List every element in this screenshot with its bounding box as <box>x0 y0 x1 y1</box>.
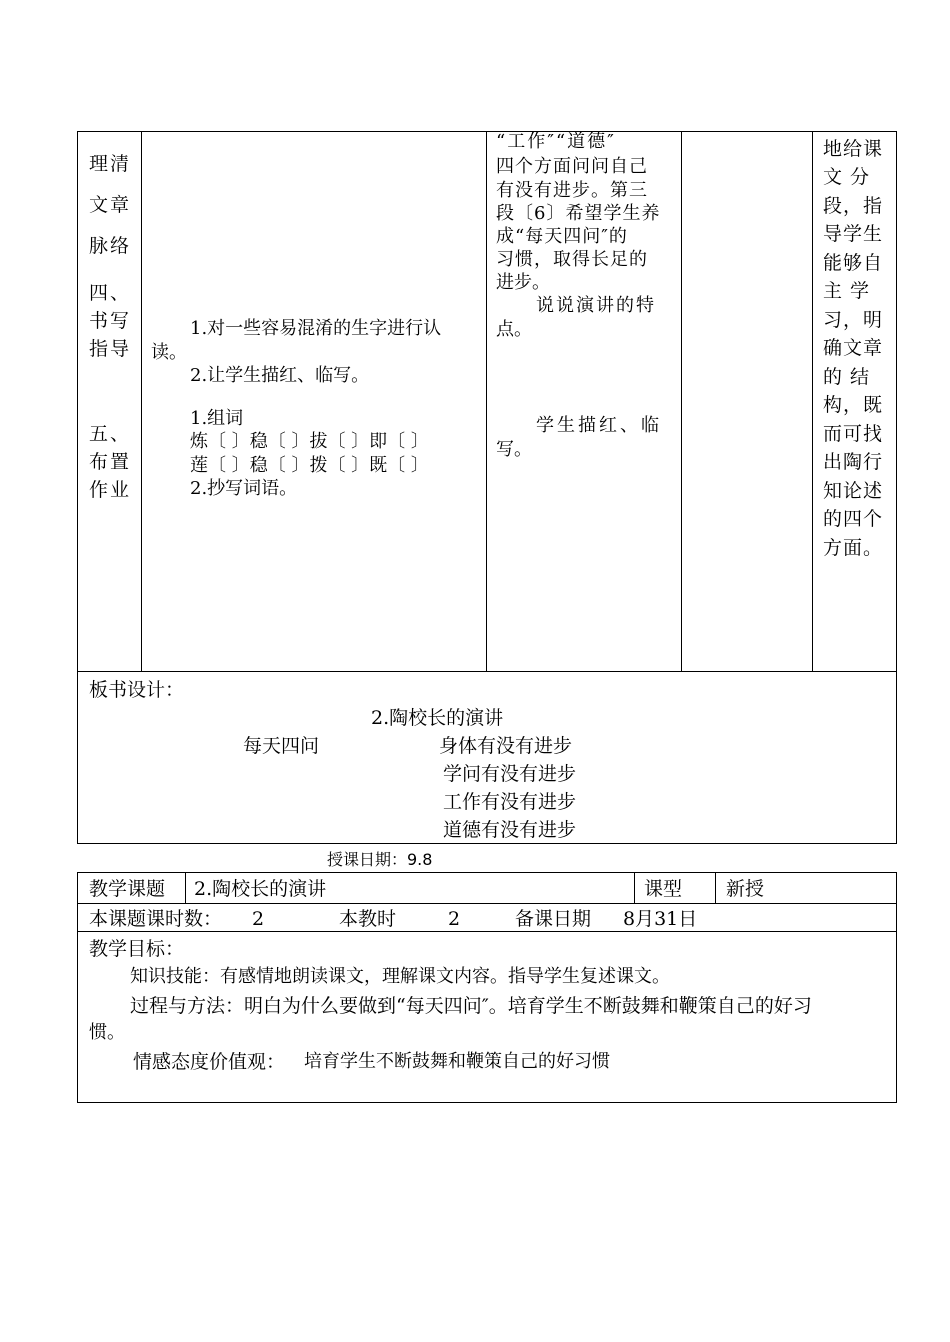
prep-date-label: 备课日期 <box>515 908 592 930</box>
board-item: 道德有没有进步 <box>443 819 577 841</box>
board-item: 身体有没有进步 <box>439 735 573 757</box>
student-activity-line: “工作″“道德″ <box>496 131 616 152</box>
section-label-writing-guide: 四、书写指导 <box>89 282 132 360</box>
total-hours-label: 本课题课时数： <box>89 908 223 930</box>
trace-task: 学生描红、临 <box>536 415 662 436</box>
goal-knowledge: 知识技能：有感情地朗读课文，理解课文内容。指导学生复述课文。 <box>130 966 670 987</box>
goals-label: 教学目标： <box>89 938 185 960</box>
lesson-type-label: 课型 <box>644 878 683 900</box>
speech-feature-task: 说说演讲的特 <box>536 295 656 316</box>
page: 理清文章脉络 四、书写指导 五、布置作业 1.对一些容易混淆的生字进行认 读。 2.让学生描红、临写。 1.组词 炼〔 〕稳〔 〕拔〔 〕即〔 〕 莲〔 〕稳〔 〕拨〔 〕既〔 〕 2.抄写词语。 “工作″“道德″ 四个方面问问自己 有没有进步。第三 段〔6〕希望学生养 成“每天四问″的 习惯，取得长足的 进步。 说说演讲的特 点。 学生描红、临 写。 地给课 文 分 段，指 导学生 能够自 主 学 习，明 确文章 的 结 构，既 而可找 出陶行 知论述 的四个 方面。 板书设计： 2.陶校长的演讲 每天四问 身体有没有进步 学问有没有进步 工作有没有进步 道德有没有进步 授课日期：9.8 教学课题 2.陶校长的演讲 课型 新授 本课题课时数： 2 本教时 2 备课日期 8月31日 教学目标： 知识技能：有感情地朗读课文，理解课文内容。指导学生复述课文。 过程与方法：明白为什么要做到“每天四问″。培育学生不断鼓舞和鞭策自己的好习 惯。 情感态度价值观： 培育学生不断鼓舞和鞭策自己的好习惯 <box>0 0 950 1342</box>
student-activity-line: 有没有进步。第三 <box>496 180 648 201</box>
writing-step-1: 1.对一些容易混淆的生字进行认 <box>190 318 442 339</box>
board-left-heading: 每天四问 <box>243 735 320 757</box>
homework-item-2: 2.抄写词语。 <box>190 478 298 499</box>
writing-step-1-cont: 读。 <box>151 342 187 363</box>
homework-word-row-2: 莲〔 〕稳〔 〕拨〔 〕既〔 〕 <box>190 455 429 476</box>
total-hours-value: 2 <box>252 908 265 930</box>
student-activity-line: 段〔6〕希望学生养 <box>496 203 661 224</box>
goal-process: 过程与方法：明白为什么要做到“每天四问″。培育学生不断鼓舞和鞭策自己的好习 <box>130 995 812 1017</box>
board-item: 学问有没有进步 <box>443 763 577 785</box>
board-design-label: 板书设计： <box>89 679 185 701</box>
goal-process-cont: 惯。 <box>89 1022 125 1043</box>
teaching-date: 授课日期：9.8 <box>327 850 433 869</box>
board-item: 工作有没有进步 <box>443 791 577 813</box>
student-activity-line: 习惯，取得长足的 <box>496 249 648 270</box>
goal-attitude-text: 培育学生不断鼓舞和鞭策自己的好习惯 <box>304 1051 610 1072</box>
section-label-outline: 理清文章脉络 <box>89 153 132 257</box>
student-activity-line: 四个方面问问自己 <box>496 156 648 177</box>
topic-value: 2.陶校长的演讲 <box>194 878 327 900</box>
current-hour-label: 本教时 <box>339 908 397 930</box>
prep-date-value: 8月31日 <box>623 908 698 930</box>
trace-task-cont: 写。 <box>496 439 532 460</box>
section-label-homework: 五、布置作业 <box>89 423 132 501</box>
homework-item-1: 1.组词 <box>190 408 244 429</box>
student-activity-line: 成“每天四问″的 <box>496 226 628 247</box>
current-hour-value: 2 <box>448 908 461 930</box>
topic-label: 教学课题 <box>89 878 166 900</box>
speech-feature-task-cont: 点。 <box>496 319 532 340</box>
student-activity-line: 进步。 <box>496 272 550 293</box>
board-title: 2.陶校长的演讲 <box>371 707 504 729</box>
writing-step-2: 2.让学生描红、临写。 <box>190 365 370 386</box>
lesson-type-value: 新授 <box>726 878 765 900</box>
homework-word-row-1: 炼〔 〕稳〔 〕拔〔 〕即〔 〕 <box>190 431 429 452</box>
goal-attitude-label: 情感态度价值观： <box>133 1051 286 1073</box>
